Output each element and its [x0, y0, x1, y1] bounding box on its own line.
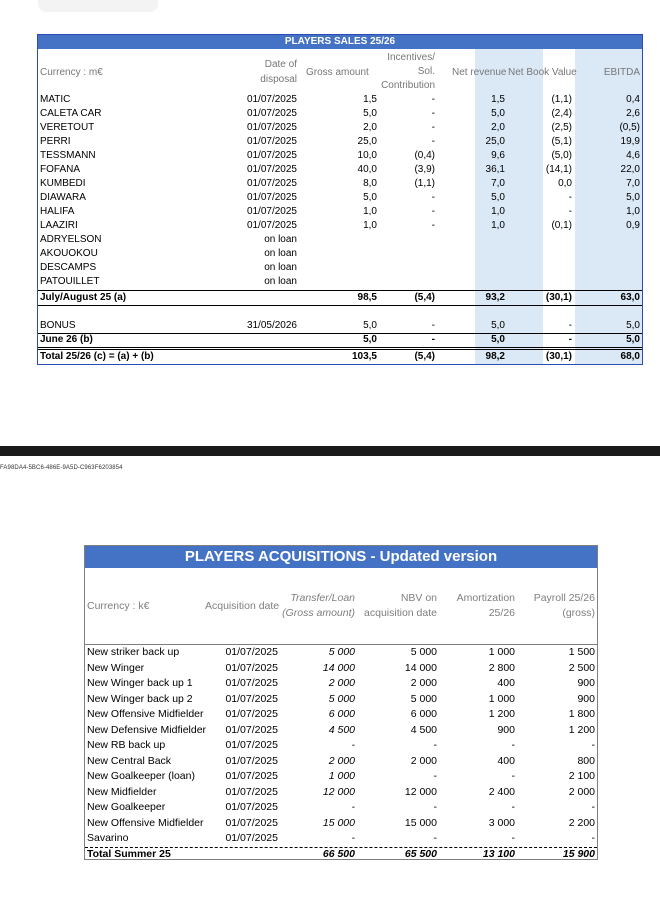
cell-amort: 13 100 [482, 847, 515, 860]
cell-gross: 1,0 [363, 206, 377, 217]
cell-payroll: 900 [577, 677, 595, 689]
cell-name: ADRYELSON [40, 234, 102, 245]
cell-amort: - [511, 832, 515, 844]
cell-ebitda: 1,0 [626, 206, 640, 217]
cell-nbv: 65 500 [404, 847, 437, 860]
cell-name: DIAWARA [40, 192, 86, 203]
cell-gross: 1,0 [363, 220, 377, 231]
cell-transfer: - [351, 739, 355, 751]
acquisition-row [85, 738, 597, 754]
cell-date: 01/07/2025 [225, 785, 278, 798]
sales-row [38, 275, 642, 289]
acq-header-nbv-line1: NBV on [400, 592, 437, 604]
cell-amort: - [511, 739, 515, 751]
cell-net: 1,0 [491, 206, 505, 217]
cell-nbv: 12 000 [404, 785, 437, 798]
acquisition-row [85, 800, 597, 816]
cell-ebitda: (0,5) [619, 122, 640, 133]
cell-name: New RB back up [87, 739, 166, 751]
cell-payroll: 2 500 [568, 661, 595, 674]
cell-date: 01/07/2025 [225, 801, 278, 813]
cell-transfer: 14 000 [322, 661, 355, 674]
cell-payroll: - [591, 801, 595, 813]
header-date-line1: Date of [264, 59, 297, 70]
cell-nbv: 6 000 [410, 708, 437, 720]
acquisition-row [85, 645, 597, 661]
header-incentives-line2: Sol. [417, 66, 435, 77]
acq-header-nbv-line2: acquisition date [364, 607, 437, 619]
cell-amort: 3 000 [488, 816, 515, 829]
sales-row [38, 121, 642, 135]
page-divider [0, 446, 660, 456]
cell-net: 7,0 [491, 178, 505, 189]
acquisition-row [85, 754, 597, 770]
cell-inc: - [431, 94, 435, 105]
cell-name: Savarino [87, 832, 129, 844]
cell-payroll: 1 800 [568, 708, 595, 720]
cell-inc: - [431, 122, 435, 133]
cell-net: 5,0 [491, 192, 505, 203]
cell-name: New Offensive Midfielder [87, 816, 204, 829]
acquisitions-table-header [85, 568, 597, 645]
cell-inc: - [431, 220, 435, 231]
cell-ebitda: 22,0 [620, 164, 640, 175]
cell-nbv: (30,1) [545, 351, 572, 362]
currency-label: Currency : m€ [40, 67, 103, 78]
cell-gross: 5,0 [363, 334, 377, 345]
header-gross: Gross amount [306, 67, 369, 78]
cell-payroll: 2 200 [568, 816, 595, 829]
cell-net: 5,0 [491, 334, 505, 345]
cell-net: 2,0 [491, 122, 505, 133]
cell-ebitda: 4,6 [626, 150, 640, 161]
cell-date: 01/07/2025 [225, 661, 278, 674]
cell-payroll: - [591, 832, 595, 844]
acq-header-transfer-line2: (Gross amount) [282, 607, 355, 619]
cell-net: 9,6 [491, 150, 505, 161]
cell-gross: 103,5 [351, 351, 377, 362]
cell-name: New Winger back up 2 [87, 692, 193, 705]
cell-nbv: - [433, 832, 437, 844]
acquisition-row [85, 769, 597, 785]
cell-transfer: 15 000 [322, 816, 355, 829]
cell-ebitda: 0,9 [626, 220, 640, 231]
cell-transfer: - [351, 801, 355, 813]
acquisition-row [85, 816, 597, 832]
cell-nbv: - [568, 334, 572, 345]
cell-payroll: 1 200 [568, 723, 595, 736]
acquisitions-total-row [85, 847, 597, 863]
cell-date: on loan [264, 248, 297, 259]
cell-nbv: (1,1) [551, 94, 572, 105]
cell-name: PERRI [40, 136, 71, 147]
cell-ebitda: 0,4 [626, 94, 640, 105]
cell-amort: 2 800 [488, 661, 515, 674]
sales-row [38, 93, 642, 107]
cell-net: 25,0 [485, 136, 505, 147]
cell-gross: 40,0 [357, 164, 377, 175]
cell-nbv: - [568, 192, 572, 203]
cell-ebitda: 5,0 [626, 192, 640, 203]
cell-transfer: 5 000 [328, 692, 355, 705]
cell-date: 01/07/2025 [225, 754, 278, 767]
bonus-row [38, 319, 642, 333]
cell-inc: - [431, 136, 435, 147]
cell-name: KUMBEDI [40, 178, 86, 189]
cell-inc: (5,4) [414, 351, 435, 362]
cell-payroll: 15 900 [562, 847, 595, 860]
cell-name: DESCAMPS [40, 262, 97, 273]
cell-nbv: (5,0) [551, 150, 572, 161]
cell-name: New Goalkeeper (loan) [87, 770, 195, 782]
cell-name: VERETOUT [40, 122, 95, 133]
cell-date: 01/07/2025 [246, 108, 297, 119]
cell-amort: - [511, 770, 515, 782]
cell-payroll: 2 100 [568, 770, 595, 782]
acquisitions-table-title: PLAYERS ACQUISITIONS - Updated version [85, 546, 597, 568]
header-incentives-line3: Contribution [381, 80, 435, 91]
cell-date: 01/07/2025 [246, 220, 297, 231]
cell-transfer: 2 000 [328, 677, 355, 689]
acquisition-row [85, 676, 597, 692]
sales-row [38, 107, 642, 121]
cell-name: FOFANA [40, 164, 81, 175]
header-nbv: Net Book Value [508, 67, 577, 78]
cell-gross: 98,5 [357, 292, 377, 303]
cell-nbv: (14,1) [545, 164, 572, 175]
cell-date: 01/07/2025 [246, 164, 297, 175]
acq-header-date: Acquisition date [205, 600, 280, 612]
cell-inc: (0,4) [414, 150, 435, 161]
cell-date: on loan [264, 276, 297, 287]
cell-amort: 400 [497, 754, 515, 767]
cell-net: 36,1 [485, 164, 505, 175]
cell-date: 01/07/2025 [246, 206, 297, 217]
cell-payroll: 2 000 [568, 785, 595, 798]
cell-inc: - [431, 320, 435, 331]
cell-name: New Goalkeeper [87, 801, 166, 813]
cell-name: New Winger back up 1 [87, 677, 193, 689]
cell-amort: 1 000 [488, 692, 515, 705]
cell-date: 01/07/2025 [246, 136, 297, 147]
acquisition-row [85, 692, 597, 708]
cell-transfer: 2 000 [328, 754, 355, 767]
cell-nbv: (5,1) [551, 136, 572, 147]
cell-gross: 10,0 [357, 150, 377, 161]
document-id: FA98DA4-5BC6-486E-9A5D-C963F6203854 [0, 465, 123, 471]
cell-name: New Offensive Midfielder [87, 708, 204, 720]
cell-name: New Defensive Midfielder [87, 723, 207, 736]
cell-date: 31/05/2026 [246, 320, 297, 331]
cell-net: 93,2 [485, 292, 505, 303]
cell-transfer: 1 000 [328, 770, 355, 782]
cell-gross: 5,0 [363, 108, 377, 119]
cell-transfer: 66 500 [322, 847, 355, 860]
cell-date: on loan [264, 262, 297, 273]
sales-row [38, 177, 642, 191]
cell-date: 01/07/2025 [246, 122, 297, 133]
cell-name: MATIC [40, 94, 71, 105]
cell-date: 01/07/2025 [246, 192, 297, 203]
cell-name: BONUS [40, 320, 76, 331]
cell-inc: - [431, 108, 435, 119]
acquisition-row [85, 785, 597, 801]
cell-name: Total 25/26 (c) = (a) + (b) [40, 351, 154, 362]
cell-name: TESSMANN [40, 150, 96, 161]
cell-ebitda: 19,9 [620, 136, 640, 147]
cell-nbv: 5 000 [410, 646, 437, 658]
cell-amort: - [511, 801, 515, 813]
cell-nbv: 4 500 [410, 723, 437, 736]
cell-nbv: 2 000 [410, 677, 437, 689]
cell-net: 1,0 [491, 220, 505, 231]
cell-date: 01/07/2025 [225, 770, 278, 782]
cell-gross: 5,0 [363, 192, 377, 203]
cell-ebitda: 5,0 [626, 334, 640, 345]
cell-inc: - [431, 206, 435, 217]
cell-transfer: - [351, 832, 355, 844]
cell-inc: - [431, 192, 435, 203]
acquisition-row [85, 661, 597, 677]
cell-gross: 2,0 [363, 122, 377, 133]
acq-header-payroll-line1: Payroll 25/26 [533, 592, 595, 604]
acquisition-row [85, 707, 597, 723]
acquisition-row [85, 723, 597, 739]
cell-amort: 2 400 [488, 785, 515, 798]
cell-name: AKOUOKOU [40, 248, 98, 259]
sales-table-header [38, 49, 642, 93]
cell-name: LAAZIRI [40, 220, 78, 231]
cell-nbv: - [433, 739, 437, 751]
cell-transfer: 5 000 [328, 646, 355, 658]
cell-ebitda: 63,0 [620, 292, 640, 303]
subtotal-a-row [38, 291, 642, 305]
header-ebitda: EBITDA [603, 67, 640, 78]
cell-net: 5,0 [491, 108, 505, 119]
cell-name: New Winger [87, 661, 145, 674]
cell-date: 01/07/2025 [225, 677, 278, 689]
cell-payroll: 1 500 [568, 646, 595, 658]
players-sales-table [37, 34, 643, 365]
header-incentives-line1: Incentives/ [387, 52, 435, 63]
cell-date: 01/07/2025 [246, 178, 297, 189]
cell-payroll: - [591, 739, 595, 751]
cell-nbv: 14 000 [404, 661, 437, 674]
cell-nbv: (2,4) [551, 108, 572, 119]
sales-row [38, 219, 642, 233]
cell-payroll: 800 [577, 754, 595, 767]
cell-date: 01/07/2025 [225, 708, 278, 720]
acq-header-transfer-line1: Transfer/Loan [290, 592, 355, 604]
cell-inc: (5,4) [414, 292, 435, 303]
top-image-stub [38, 0, 158, 12]
cell-net: 5,0 [491, 320, 505, 331]
cell-amort: 900 [497, 723, 515, 736]
cell-nbv: 0,0 [558, 178, 572, 189]
cell-name: Total Summer 25 [87, 847, 171, 860]
cell-date: 01/07/2025 [225, 832, 278, 844]
cell-inc: (3,9) [414, 164, 435, 175]
cell-amort: 1 000 [488, 646, 515, 658]
cell-net: 1,5 [491, 94, 505, 105]
sales-row [38, 233, 642, 247]
cell-nbv: (2,5) [551, 122, 572, 133]
cell-name: New Central Back [87, 754, 172, 767]
cell-ebitda: 7,0 [626, 178, 640, 189]
cell-name: PATOUILLET [40, 276, 100, 287]
cell-nbv: (0,1) [551, 220, 572, 231]
header-net-revenue: Net revenue [452, 67, 507, 78]
cell-gross: 5,0 [363, 320, 377, 331]
sales-row [38, 149, 642, 163]
sales-row [38, 135, 642, 149]
acq-header-amort-line1: Amortization [456, 592, 515, 604]
cell-nbv: 2 000 [410, 754, 437, 767]
cell-inc: (1,1) [414, 178, 435, 189]
cell-date: 01/07/2025 [225, 692, 278, 705]
sales-row [38, 163, 642, 177]
cell-amort: 400 [497, 677, 515, 689]
header-date-line2: disposal [260, 74, 297, 85]
cell-ebitda: 2,6 [626, 108, 640, 119]
cell-inc: - [431, 334, 435, 345]
cell-nbv: - [568, 320, 572, 331]
cell-nbv: 5 000 [410, 692, 437, 705]
acquisition-row [85, 831, 597, 847]
cell-date: 01/07/2025 [225, 739, 278, 751]
subtotal-b-row [38, 333, 642, 347]
cell-gross: 1,5 [363, 94, 377, 105]
cell-nbv: (30,1) [545, 292, 572, 303]
cell-date: 01/07/2025 [225, 816, 278, 829]
sales-row [38, 247, 642, 261]
cell-nbv: - [433, 770, 437, 782]
sales-row [38, 261, 642, 275]
cell-ebitda: 5,0 [626, 320, 640, 331]
cell-name: New Midfielder [87, 785, 157, 798]
cell-date: 01/07/2025 [246, 150, 297, 161]
players-acquisitions-table [84, 545, 598, 860]
cell-payroll: 900 [577, 692, 595, 705]
cell-name: CALETA CAR [40, 108, 102, 119]
cell-ebitda: 68,0 [620, 351, 640, 362]
cell-date: on loan [264, 234, 297, 245]
cell-transfer: 4 500 [328, 723, 355, 736]
acq-header-amort-line2: 25/26 [488, 607, 515, 619]
cell-name: New striker back up [87, 646, 180, 658]
cell-name: HALIFA [40, 206, 75, 217]
sales-row [38, 191, 642, 205]
cell-name: July/August 25 (a) [40, 292, 127, 303]
sales-row [38, 205, 642, 219]
cell-nbv: 15 000 [404, 816, 437, 829]
sales-table-title: PLAYERS SALES 25/26 [38, 35, 642, 49]
cell-transfer: 12 000 [322, 785, 355, 798]
cell-date: 01/07/2025 [225, 646, 278, 658]
cell-date: 01/07/2025 [225, 723, 278, 736]
subtotal-a-bottom-rule [38, 305, 642, 306]
cell-date: 01/07/2025 [246, 94, 297, 105]
cell-net: 98,2 [485, 351, 505, 362]
total-row [38, 350, 642, 364]
cell-nbv: - [433, 801, 437, 813]
acq-header-payroll-line2: (gross) [562, 607, 595, 619]
cell-nbv: - [568, 206, 572, 217]
cell-gross: 8,0 [363, 178, 377, 189]
cell-transfer: 6 000 [328, 708, 355, 720]
acq-currency-label: Currency : k€ [87, 600, 150, 612]
cell-name: June 26 (b) [40, 334, 93, 345]
cell-amort: 1 200 [488, 708, 515, 720]
cell-gross: 25,0 [357, 136, 377, 147]
